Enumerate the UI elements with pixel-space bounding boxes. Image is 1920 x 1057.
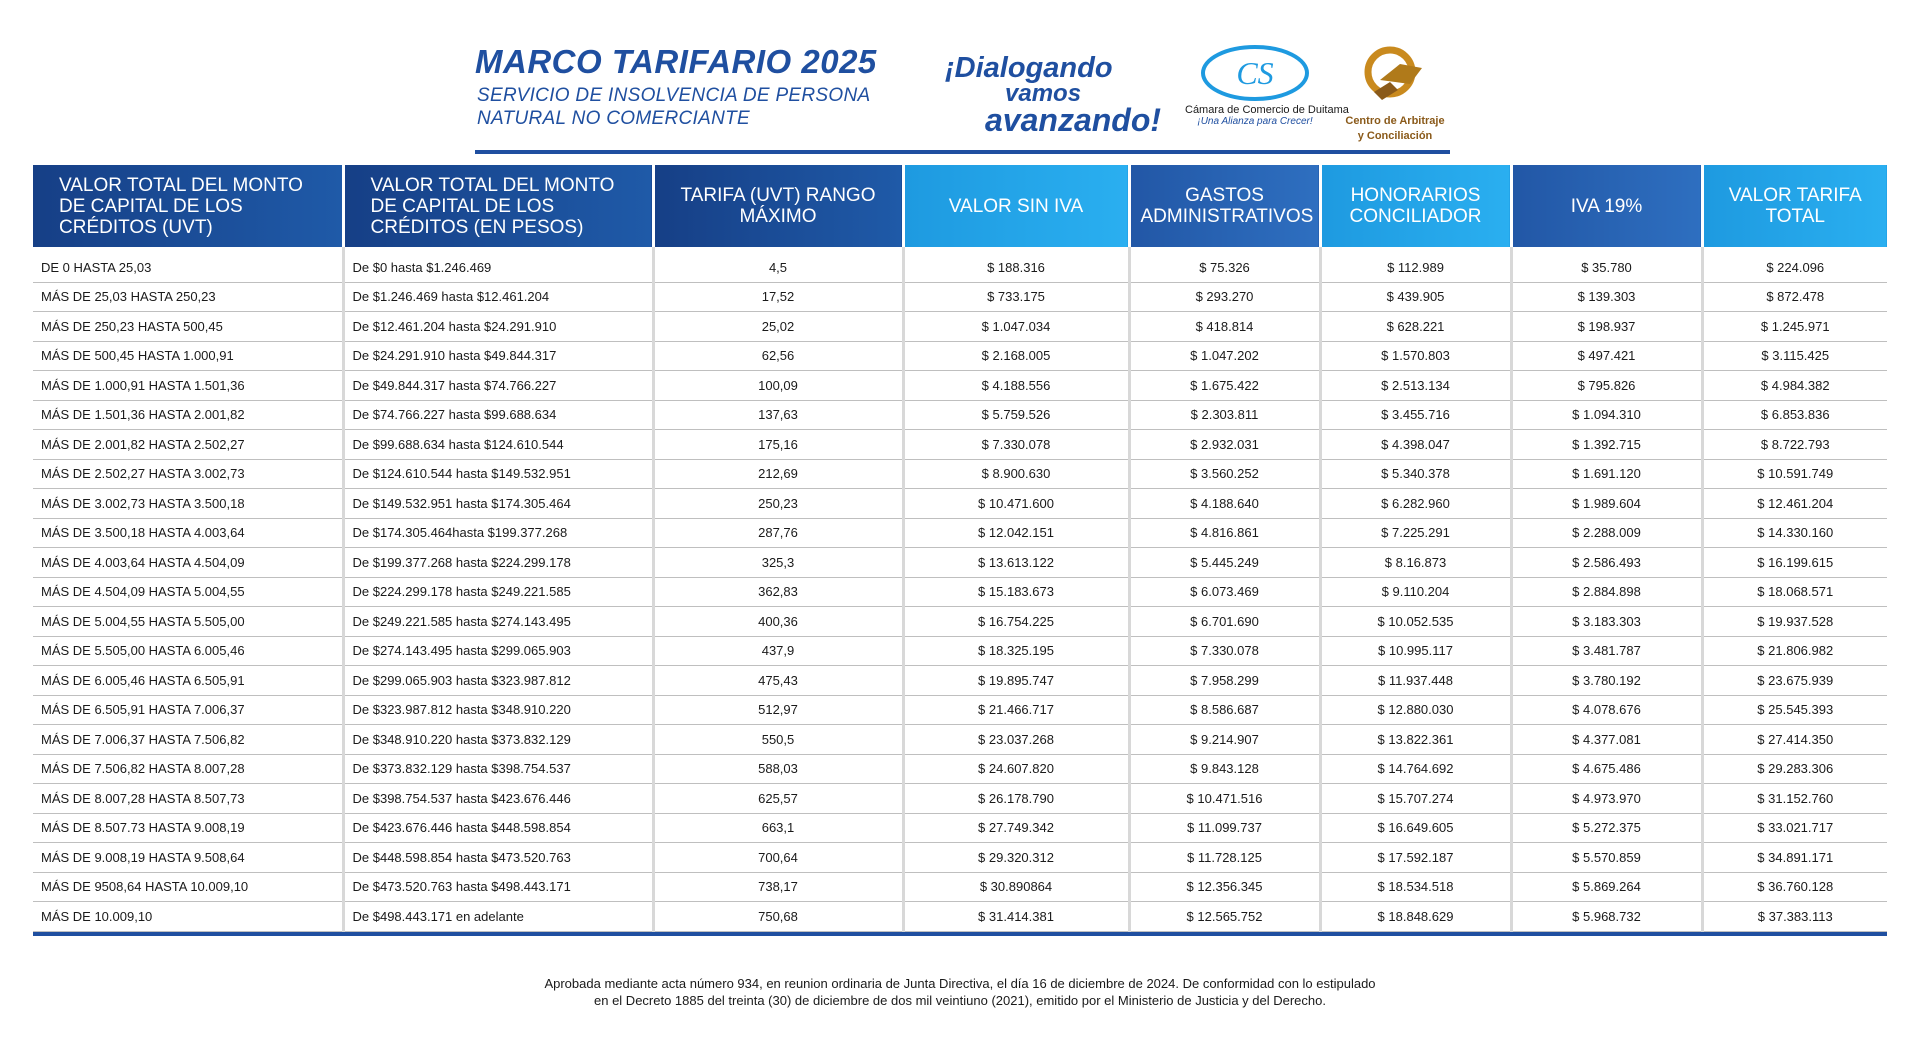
cell-admin-costs: $ 4.816.861	[1129, 518, 1320, 548]
cell-value-without-vat: $ 24.607.820	[903, 754, 1129, 784]
cell-pesos-range: De $0 hasta $1.246.469	[343, 247, 653, 282]
cell-conciliator-fees: $ 5.340.378	[1320, 459, 1511, 489]
cell-admin-costs: $ 8.586.687	[1129, 695, 1320, 725]
cell-pesos-range: De $299.065.903 hasta $323.987.812	[343, 666, 653, 696]
cell-pesos-range: De $224.299.178 hasta $249.221.585	[343, 577, 653, 607]
table-header-row	[33, 165, 1887, 247]
cell-uvt-range: MÁS DE 500,45 HASTA 1.000,91	[33, 341, 343, 371]
table-row	[33, 247, 1887, 282]
cell-vat: $ 4.973.970	[1511, 784, 1702, 814]
cell-pesos-range: De $498.443.171 en adelante	[343, 902, 653, 932]
cell-max-rate: 62,56	[653, 341, 903, 371]
cell-pesos-range: De $24.291.910 hasta $49.844.317	[343, 341, 653, 371]
cell-max-rate: 4,5	[653, 247, 903, 282]
header-value-without-vat: VALOR SIN IVA	[903, 165, 1129, 247]
tariff-table-container	[33, 165, 1887, 936]
cell-total-fee: $ 4.984.382	[1702, 371, 1887, 401]
cell-max-rate: 17,52	[653, 282, 903, 312]
table-row	[33, 784, 1887, 814]
cell-vat: $ 497.421	[1511, 341, 1702, 371]
cell-value-without-vat: $ 5.759.526	[903, 400, 1129, 430]
svg-text:CS: CS	[1236, 55, 1274, 91]
cell-admin-costs: $ 11.099.737	[1129, 813, 1320, 843]
cell-conciliator-fees: $ 4.398.047	[1320, 430, 1511, 460]
cell-max-rate: 550,5	[653, 725, 903, 755]
cell-max-rate: 475,43	[653, 666, 903, 696]
cell-admin-costs: $ 6.073.469	[1129, 577, 1320, 607]
cell-conciliator-fees: $ 2.513.134	[1320, 371, 1511, 401]
cell-vat: $ 1.989.604	[1511, 489, 1702, 519]
cell-total-fee: $ 872.478	[1702, 282, 1887, 312]
cell-conciliator-fees: $ 628.221	[1320, 312, 1511, 342]
cell-pesos-range: De $473.520.763 hasta $498.443.171	[343, 872, 653, 902]
cell-admin-costs: $ 11.728.125	[1129, 843, 1320, 873]
cell-uvt-range: MÁS DE 4.504,09 HASTA 5.004,55	[33, 577, 343, 607]
title-block	[475, 44, 915, 130]
cell-total-fee: $ 14.330.160	[1702, 518, 1887, 548]
cell-uvt-range: MÁS DE 3.002,73 HASTA 3.500,18	[33, 489, 343, 519]
table-row	[33, 843, 1887, 873]
cell-vat: $ 1.094.310	[1511, 400, 1702, 430]
header-vat: IVA 19%	[1511, 165, 1702, 247]
cell-total-fee: $ 19.937.528	[1702, 607, 1887, 637]
cell-value-without-vat: $ 23.037.268	[903, 725, 1129, 755]
cell-value-without-vat: $ 26.178.790	[903, 784, 1129, 814]
cell-conciliator-fees: $ 3.455.716	[1320, 400, 1511, 430]
header-admin-costs: GASTOS ADMINISTRATIVOS	[1129, 165, 1320, 247]
cell-conciliator-fees: $ 13.822.361	[1320, 725, 1511, 755]
cell-max-rate: 325,3	[653, 548, 903, 578]
table-row	[33, 518, 1887, 548]
cell-max-rate: 437,9	[653, 636, 903, 666]
cell-vat: $ 35.780	[1511, 247, 1702, 282]
cell-pesos-range: De $49.844.317 hasta $74.766.227	[343, 371, 653, 401]
cell-vat: $ 5.968.732	[1511, 902, 1702, 932]
cell-vat: $ 1.392.715	[1511, 430, 1702, 460]
cell-conciliator-fees: $ 439.905	[1320, 282, 1511, 312]
cell-admin-costs: $ 7.958.299	[1129, 666, 1320, 696]
footer-line-2: en el Decreto 1885 del treinta (30) de diciembre de dos mil veintiuno (2021), emitido por el Ministerio de Justicia y del Derecho.	[594, 993, 1326, 1008]
page-subtitle	[477, 84, 917, 130]
cell-max-rate: 512,97	[653, 695, 903, 725]
cell-uvt-range: MÁS DE 2.502,27 HASTA 3.002,73	[33, 459, 343, 489]
header-max-rate: TARIFA (UVT) RANGO MÁXIMO	[653, 165, 903, 247]
cell-pesos-range: De $423.676.446 hasta $448.598.854	[343, 813, 653, 843]
cell-value-without-vat: $ 15.183.673	[903, 577, 1129, 607]
cell-uvt-range: MÁS DE 1.000,91 HASTA 1.501,36	[33, 371, 343, 401]
cell-max-rate: 362,83	[653, 577, 903, 607]
cell-max-rate: 588,03	[653, 754, 903, 784]
cell-pesos-range: De $199.377.268 hasta $224.299.178	[343, 548, 653, 578]
cell-uvt-range: MÁS DE 250,23 HASTA 500,45	[33, 312, 343, 342]
cell-max-rate: 738,17	[653, 872, 903, 902]
cell-total-fee: $ 1.245.971	[1702, 312, 1887, 342]
cell-value-without-vat: $ 18.325.195	[903, 636, 1129, 666]
cell-admin-costs: $ 3.560.252	[1129, 459, 1320, 489]
cell-pesos-range: De $12.461.204 hasta $24.291.910	[343, 312, 653, 342]
cell-value-without-vat: $ 29.320.312	[903, 843, 1129, 873]
logo2-line-2: y Conciliación	[1357, 130, 1433, 142]
cell-conciliator-fees: $ 6.282.960	[1320, 489, 1511, 519]
cell-conciliator-fees: $ 18.848.629	[1320, 902, 1511, 932]
cell-total-fee: $ 27.414.350	[1702, 725, 1887, 755]
page-title: MARCO TARIFARIO 2025	[475, 43, 877, 80]
cell-total-fee: $ 23.675.939	[1702, 666, 1887, 696]
logo1-name: Cámara de Comercio de Duitama	[1185, 104, 1349, 116]
cell-uvt-range: MÁS DE 4.003,64 HASTA 4.504,09	[33, 548, 343, 578]
table-row	[33, 902, 1887, 932]
cell-uvt-range: MÁS DE 7.006,37 HASTA 7.506,82	[33, 725, 343, 755]
cell-conciliator-fees: $ 1.570.803	[1320, 341, 1511, 371]
cell-vat: $ 198.937	[1511, 312, 1702, 342]
cell-vat: $ 3.183.303	[1511, 607, 1702, 637]
cell-pesos-range: De $74.766.227 hasta $99.688.634	[343, 400, 653, 430]
cell-admin-costs: $ 12.356.345	[1129, 872, 1320, 902]
cell-uvt-range: MÁS DE 7.506,82 HASTA 8.007,28	[33, 754, 343, 784]
cell-pesos-range: De $398.754.537 hasta $423.676.446	[343, 784, 653, 814]
cell-value-without-vat: $ 31.414.381	[903, 902, 1129, 932]
cell-vat: $ 795.826	[1511, 371, 1702, 401]
table-row	[33, 489, 1887, 519]
cell-conciliator-fees: $ 16.649.605	[1320, 813, 1511, 843]
slogan-line-3: avanzando!	[985, 102, 1162, 138]
cell-admin-costs: $ 2.303.811	[1129, 400, 1320, 430]
arbitration-center-logo	[1345, 44, 1445, 144]
cell-value-without-vat: $ 19.895.747	[903, 666, 1129, 696]
cell-admin-costs: $ 418.814	[1129, 312, 1320, 342]
cell-value-without-vat: $ 16.754.225	[903, 607, 1129, 637]
table-row	[33, 872, 1887, 902]
cell-value-without-vat: $ 2.168.005	[903, 341, 1129, 371]
cell-total-fee: $ 31.152.760	[1702, 784, 1887, 814]
cell-total-fee: $ 224.096	[1702, 247, 1887, 282]
cell-total-fee: $ 25.545.393	[1702, 695, 1887, 725]
cell-value-without-vat: $ 27.749.342	[903, 813, 1129, 843]
cell-conciliator-fees: $ 15.707.274	[1320, 784, 1511, 814]
cell-total-fee: $ 12.461.204	[1702, 489, 1887, 519]
logo2-line-1: Centro de Arbitraje	[1345, 115, 1445, 127]
cell-admin-costs: $ 2.932.031	[1129, 430, 1320, 460]
cell-uvt-range: MÁS DE 6.505,91 HASTA 7.006,37	[33, 695, 343, 725]
cell-total-fee: $ 33.021.717	[1702, 813, 1887, 843]
cell-max-rate: 212,69	[653, 459, 903, 489]
cell-uvt-range: MÁS DE 5.004,55 HASTA 5.505,00	[33, 607, 343, 637]
cell-total-fee: $ 6.853.836	[1702, 400, 1887, 430]
cell-uvt-range: MÁS DE 2.001,82 HASTA 2.502,27	[33, 430, 343, 460]
cell-uvt-range: MÁS DE 6.005,46 HASTA 6.505,91	[33, 666, 343, 696]
cell-max-rate: 25,02	[653, 312, 903, 342]
table-row	[33, 548, 1887, 578]
table-row	[33, 577, 1887, 607]
cell-value-without-vat: $ 21.466.717	[903, 695, 1129, 725]
cell-conciliator-fees: $ 7.225.291	[1320, 518, 1511, 548]
cell-max-rate: 100,09	[653, 371, 903, 401]
cell-vat: $ 5.272.375	[1511, 813, 1702, 843]
cell-pesos-range: De $373.832.129 hasta $398.754.537	[343, 754, 653, 784]
cell-uvt-range: MÁS DE 3.500,18 HASTA 4.003,64	[33, 518, 343, 548]
cell-vat: $ 1.691.120	[1511, 459, 1702, 489]
subtitle-line-1: SERVICIO DE INSOLVENCIA DE PERSONA	[477, 85, 871, 106]
cell-total-fee: $ 16.199.615	[1702, 548, 1887, 578]
cell-max-rate: 700,64	[653, 843, 903, 873]
cell-value-without-vat: $ 1.047.034	[903, 312, 1129, 342]
cell-vat: $ 4.078.676	[1511, 695, 1702, 725]
cell-vat: $ 4.675.486	[1511, 754, 1702, 784]
table-row	[33, 607, 1887, 637]
cell-admin-costs: $ 293.270	[1129, 282, 1320, 312]
table-row	[33, 430, 1887, 460]
cell-admin-costs: $ 4.188.640	[1129, 489, 1320, 519]
cell-admin-costs: $ 12.565.752	[1129, 902, 1320, 932]
cell-value-without-vat: $ 7.330.078	[903, 430, 1129, 460]
cell-uvt-range: MÁS DE 10.009,10	[33, 902, 343, 932]
header	[475, 43, 1445, 154]
cell-pesos-range: De $448.598.854 hasta $473.520.763	[343, 843, 653, 873]
header-pesos-range: VALOR TOTAL DEL MONTO DE CAPITAL DE LOS CRÉDITOS (EN PESOS)	[343, 165, 653, 247]
table-body	[33, 247, 1887, 931]
cell-conciliator-fees: $ 10.995.117	[1320, 636, 1511, 666]
cell-total-fee: $ 18.068.571	[1702, 577, 1887, 607]
cell-vat: $ 2.586.493	[1511, 548, 1702, 578]
table-row	[33, 725, 1887, 755]
cell-max-rate: 175,16	[653, 430, 903, 460]
cell-admin-costs: $ 1.675.422	[1129, 371, 1320, 401]
cell-uvt-range: MÁS DE 25,03 HASTA 250,23	[33, 282, 343, 312]
table-row	[33, 695, 1887, 725]
cell-total-fee: $ 3.115.425	[1702, 341, 1887, 371]
slogan-line-2: vamos	[1005, 80, 1082, 107]
cell-conciliator-fees: $ 10.052.535	[1320, 607, 1511, 637]
table-row	[33, 341, 1887, 371]
cell-max-rate: 137,63	[653, 400, 903, 430]
cell-admin-costs: $ 9.214.907	[1129, 725, 1320, 755]
cell-conciliator-fees: $ 8.16.873	[1320, 548, 1511, 578]
slogan	[945, 52, 1175, 142]
table-row	[33, 312, 1887, 342]
header-uvt-range: VALOR TOTAL DEL MONTO DE CAPITAL DE LOS CRÉDITOS (UVT)	[33, 165, 343, 247]
cell-admin-costs: $ 7.330.078	[1129, 636, 1320, 666]
cell-uvt-range: MÁS DE 9.008,19 HASTA 9.508,64	[33, 843, 343, 873]
cell-max-rate: 625,57	[653, 784, 903, 814]
cell-total-fee: $ 37.383.113	[1702, 902, 1887, 932]
footer-line-1: Aprobada mediante acta número 934, en reunion ordinaria de Junta Directiva, el día 16 de diciembre de 2024. De conformidad con lo estipulado	[544, 976, 1376, 991]
cell-value-without-vat: $ 733.175	[903, 282, 1129, 312]
header-total-fee: VALOR TARIFA TOTAL	[1702, 165, 1887, 247]
cell-uvt-range: MÁS DE 5.505,00 HASTA 6.005,46	[33, 636, 343, 666]
cell-max-rate: 287,76	[653, 518, 903, 548]
cell-pesos-range: De $149.532.951 hasta $174.305.464	[343, 489, 653, 519]
cell-total-fee: $ 34.891.171	[1702, 843, 1887, 873]
table-row	[33, 371, 1887, 401]
table-row	[33, 459, 1887, 489]
cell-value-without-vat: $ 4.188.556	[903, 371, 1129, 401]
cell-max-rate: 663,1	[653, 813, 903, 843]
cell-value-without-vat: $ 12.042.151	[903, 518, 1129, 548]
cell-vat: $ 5.869.264	[1511, 872, 1702, 902]
cell-pesos-range: De $323.987.812 hasta $348.910.220	[343, 695, 653, 725]
cell-total-fee: $ 21.806.982	[1702, 636, 1887, 666]
cell-vat: $ 3.481.787	[1511, 636, 1702, 666]
cell-admin-costs: $ 9.843.128	[1129, 754, 1320, 784]
table-bottom-rule	[33, 932, 1887, 936]
cell-pesos-range: De $174.305.464hasta $199.377.268	[343, 518, 653, 548]
cell-admin-costs: $ 75.326	[1129, 247, 1320, 282]
handshake-icon	[1360, 44, 1430, 108]
cell-max-rate: 250,23	[653, 489, 903, 519]
header-conciliator-fees: HONORARIOS CONCILIADOR	[1320, 165, 1511, 247]
cell-max-rate: 750,68	[653, 902, 903, 932]
footer-note	[0, 975, 1920, 1009]
cell-total-fee: $ 29.283.306	[1702, 754, 1887, 784]
slogan-line-1: ¡Dialogando	[945, 52, 1113, 84]
cell-admin-costs: $ 1.047.202	[1129, 341, 1320, 371]
cell-uvt-range: MÁS DE 8.007,28 HASTA 8.507,73	[33, 784, 343, 814]
cell-conciliator-fees: $ 11.937.448	[1320, 666, 1511, 696]
cell-conciliator-fees: $ 12.880.030	[1320, 695, 1511, 725]
cell-vat: $ 2.884.898	[1511, 577, 1702, 607]
table-row	[33, 636, 1887, 666]
cell-pesos-range: De $249.221.585 hasta $274.143.495	[343, 607, 653, 637]
cell-uvt-range: MÁS DE 1.501,36 HASTA 2.001,82	[33, 400, 343, 430]
cell-total-fee: $ 10.591.749	[1702, 459, 1887, 489]
cell-pesos-range: De $348.910.220 hasta $373.832.129	[343, 725, 653, 755]
cell-value-without-vat: $ 13.613.122	[903, 548, 1129, 578]
cell-uvt-range: DE 0 HASTA 25,03	[33, 247, 343, 282]
cell-pesos-range: De $1.246.469 hasta $12.461.204	[343, 282, 653, 312]
cell-pesos-range: De $99.688.634 hasta $124.610.544	[343, 430, 653, 460]
logo1-tagline: ¡Una Alianza para Crecer!	[1197, 116, 1313, 127]
cell-vat: $ 2.288.009	[1511, 518, 1702, 548]
table-row	[33, 400, 1887, 430]
cell-value-without-vat: $ 10.471.600	[903, 489, 1129, 519]
table-row	[33, 666, 1887, 696]
cell-vat: $ 4.377.081	[1511, 725, 1702, 755]
chamber-of-commerce-logo	[1185, 44, 1349, 144]
cell-total-fee: $ 8.722.793	[1702, 430, 1887, 460]
cell-pesos-range: De $124.610.544 hasta $149.532.951	[343, 459, 653, 489]
table-row	[33, 282, 1887, 312]
cell-uvt-range: MÁS DE 8.507.73 HASTA 9.008,19	[33, 813, 343, 843]
subtitle-line-2: NATURAL NO COMERCIANTE	[477, 108, 750, 129]
cell-total-fee: $ 36.760.128	[1702, 872, 1887, 902]
cell-conciliator-fees: $ 112.989	[1320, 247, 1511, 282]
cell-admin-costs: $ 10.471.516	[1129, 784, 1320, 814]
cell-admin-costs: $ 6.701.690	[1129, 607, 1320, 637]
header-divider	[475, 150, 1450, 154]
cell-uvt-range: MÁS DE 9508,64 HASTA 10.009,10	[33, 872, 343, 902]
cell-value-without-vat: $ 8.900.630	[903, 459, 1129, 489]
cell-conciliator-fees: $ 18.534.518	[1320, 872, 1511, 902]
cell-max-rate: 400,36	[653, 607, 903, 637]
cell-vat: $ 3.780.192	[1511, 666, 1702, 696]
table-row	[33, 813, 1887, 843]
cell-conciliator-fees: $ 9.110.204	[1320, 577, 1511, 607]
cell-pesos-range: De $274.143.495 hasta $299.065.903	[343, 636, 653, 666]
tariff-table	[33, 165, 1887, 932]
cell-value-without-vat: $ 30.890864	[903, 872, 1129, 902]
cell-admin-costs: $ 5.445.249	[1129, 548, 1320, 578]
chamber-emblem-icon	[1200, 44, 1310, 102]
cell-vat: $ 139.303	[1511, 282, 1702, 312]
cell-conciliator-fees: $ 17.592.187	[1320, 843, 1511, 873]
cell-vat: $ 5.570.859	[1511, 843, 1702, 873]
table-row	[33, 754, 1887, 784]
cell-conciliator-fees: $ 14.764.692	[1320, 754, 1511, 784]
cell-value-without-vat: $ 188.316	[903, 247, 1129, 282]
